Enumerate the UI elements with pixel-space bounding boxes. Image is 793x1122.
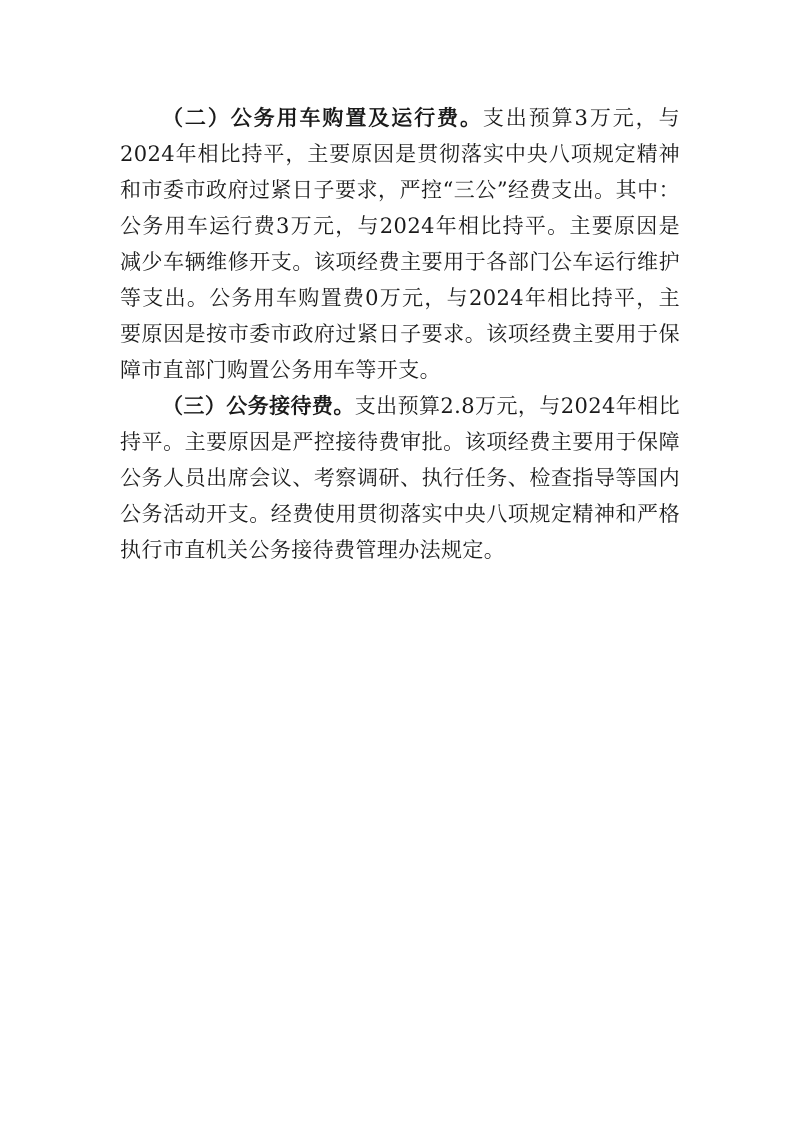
paragraph-vehicle-expenses bbox=[120, 100, 680, 388]
section-heading-vehicle: （二）公务用车购置及运行费。 bbox=[162, 106, 483, 130]
paragraph-text-reception: 支出预算2.8万元，与2024年相比持平。主要原因是严控接待费审批。该项经费主要用于保障公务人员出席会议、考察调研、执行任务、检查指导等国内公务活动开支。经费使用贯彻落实中央八项规定精神和严格执行市直机关公务接待费管理办法规定。 bbox=[120, 394, 680, 562]
paragraph-text-vehicle: 支出预算3万元，与2024年相比持平，主要原因是贯彻落实中央八项规定精神和市委市政府过紧日子要求，严控“三公”经费支出。其中：公务用车运行费3万元，与2024年相比持平。主要原因是减少车辆维修开支。该项经费主要用于各部门公车运行维护等支出。公务用车购置费0万元，与2024年相比持平，主要原因是按市委市政府过紧日子要求。该项经费主要用于保障市直部门购置公务用车等开支。 bbox=[120, 106, 680, 382]
paragraph-reception-expenses bbox=[120, 388, 680, 568]
document-body bbox=[120, 100, 680, 568]
section-heading-reception: （三）公务接待费。 bbox=[162, 394, 355, 418]
